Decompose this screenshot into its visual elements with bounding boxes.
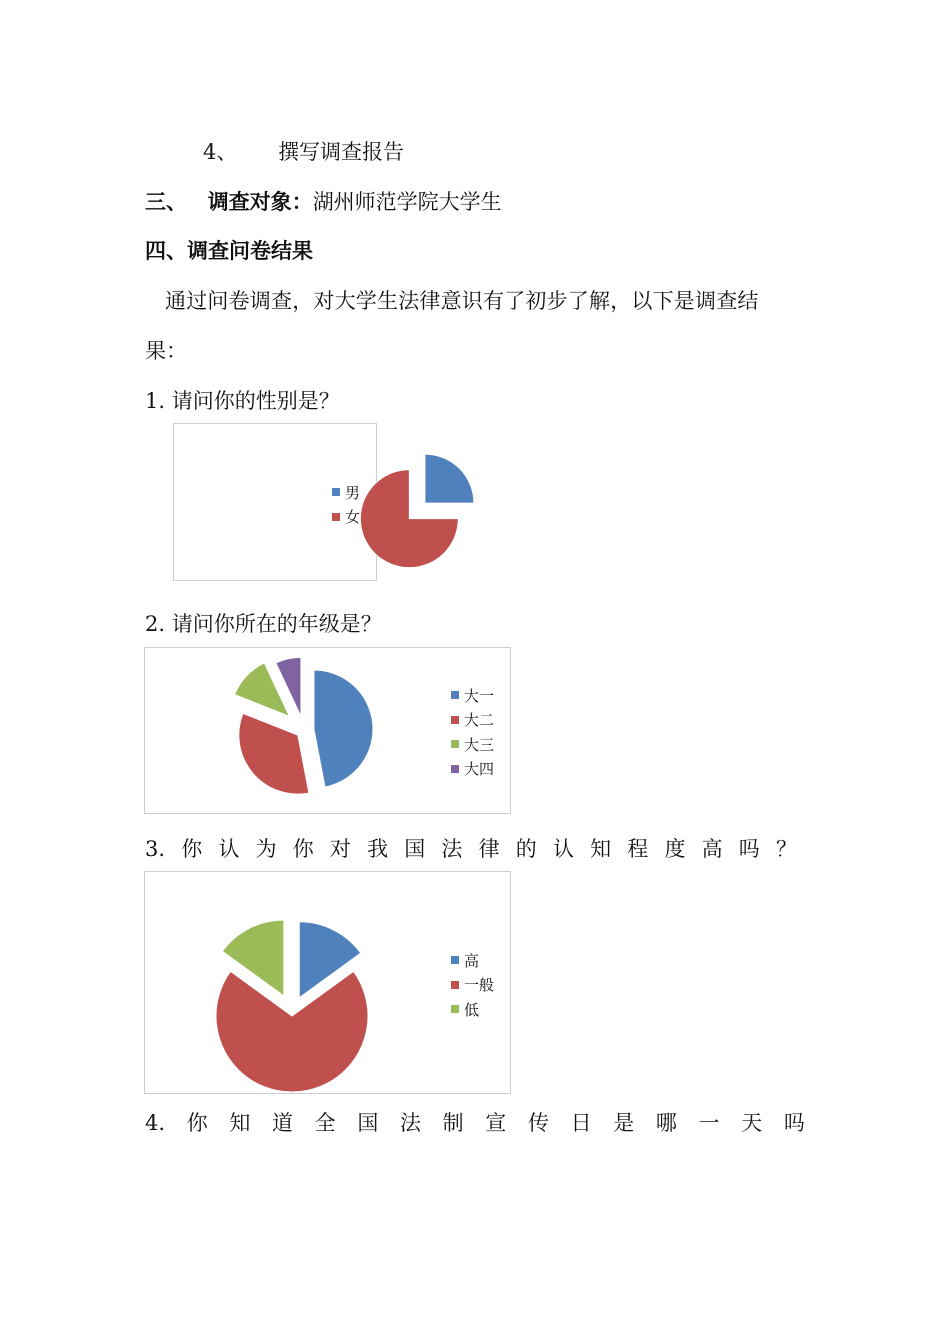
legend-swatch [332, 513, 340, 521]
legend-swatch [451, 981, 459, 989]
legend-label: 高 [464, 951, 480, 970]
legend-label: 大三 [464, 735, 495, 754]
legend-item [451, 757, 494, 782]
legend-swatch [451, 956, 459, 964]
legend-label: 女 [345, 508, 361, 527]
legend-label: 大二 [464, 711, 495, 730]
q4-char: 4. [145, 1111, 166, 1135]
q4-char: 日 [570, 1111, 592, 1135]
legend-item [451, 997, 494, 1022]
legend-item [451, 973, 494, 998]
q3-char: 对 [329, 837, 351, 861]
section-3-label: 调查对象： [207, 189, 313, 214]
q3-char: ？ [775, 837, 797, 861]
chart-awareness-legend [451, 948, 494, 1022]
q3-char: 度 [664, 837, 686, 861]
step-4-number: 4、 [203, 140, 238, 164]
legend-swatch [332, 488, 340, 496]
legend-item [451, 948, 494, 973]
q3-char: 我 [367, 837, 389, 861]
q3-char: 法 [441, 837, 463, 861]
legend-label: 男 [345, 483, 361, 502]
question-1: 1. 请问你的性别是？ [145, 389, 340, 413]
legend-item [451, 683, 494, 708]
q3-char: 为 [255, 837, 277, 861]
q4-char: 法 [399, 1111, 421, 1135]
chart-gender [173, 423, 377, 581]
chart-grade [144, 647, 511, 814]
legend-label: 低 [464, 1000, 480, 1019]
q4-char: 吗 [783, 1111, 805, 1135]
pie-slice-大二 [239, 713, 309, 794]
chart-gender-legend [332, 480, 360, 529]
q4-char: 制 [442, 1111, 464, 1135]
q4-char: 是 [613, 1111, 635, 1135]
q4-char: 道 [272, 1111, 294, 1135]
q4-char: 知 [229, 1111, 251, 1135]
question-2: 2. 请问你所在的年级是？ [145, 612, 382, 636]
intro-paragraph-line-2: 果： [145, 339, 187, 363]
legend-swatch [451, 691, 459, 699]
q3-char: 你 [181, 837, 203, 861]
legend-item [332, 480, 360, 505]
q3-char: 律 [478, 837, 500, 861]
pie-slice-一般 [216, 971, 368, 1092]
legend-swatch [451, 716, 459, 724]
step-4 [203, 139, 404, 165]
section-3-heading [145, 189, 502, 215]
legend-swatch [451, 1005, 459, 1013]
q4-char: 哪 [655, 1111, 677, 1135]
q4-char: 宣 [485, 1111, 507, 1135]
step-4-text: 撰写调查报告 [278, 140, 405, 164]
q4-char: 一 [698, 1111, 720, 1135]
legend-label: 大一 [464, 686, 495, 705]
legend-swatch [451, 740, 459, 748]
question-3 [145, 836, 797, 862]
chart-awareness [144, 871, 511, 1094]
section-4-heading: 四、调查问卷结果 [145, 238, 313, 263]
legend-label: 大四 [464, 760, 495, 779]
pie-slice-大一 [314, 670, 373, 787]
legend-item [451, 708, 494, 733]
q3-char: 3. [145, 837, 166, 861]
chart-grade-legend [451, 683, 494, 781]
q3-char: 的 [515, 837, 537, 861]
question-4 [145, 1110, 805, 1136]
pie-slice-男 [425, 454, 474, 503]
q3-char: 你 [292, 837, 314, 861]
q3-char: 认 [218, 837, 240, 861]
legend-swatch [451, 765, 459, 773]
legend-label: 一般 [464, 976, 495, 995]
q3-char: 知 [590, 837, 612, 861]
intro-paragraph-line-1: 通过问卷调查，对大学生法律意识有了初步了解，以下是调查结 [165, 289, 759, 313]
section-3-number: 三、 [145, 189, 187, 214]
section-3-value: 湖州师范学院大学生 [312, 190, 502, 214]
q3-char: 认 [552, 837, 574, 861]
q4-char: 国 [357, 1111, 379, 1135]
q3-char: 程 [627, 837, 649, 861]
q4-char: 全 [314, 1111, 336, 1135]
legend-item [332, 505, 360, 530]
q4-char: 天 [741, 1111, 763, 1135]
legend-item [451, 732, 494, 757]
q3-char: 吗 [738, 837, 760, 861]
q4-char: 传 [527, 1111, 549, 1135]
q4-char: 你 [186, 1111, 208, 1135]
q3-char: 高 [701, 837, 723, 861]
q3-char: 国 [404, 837, 426, 861]
